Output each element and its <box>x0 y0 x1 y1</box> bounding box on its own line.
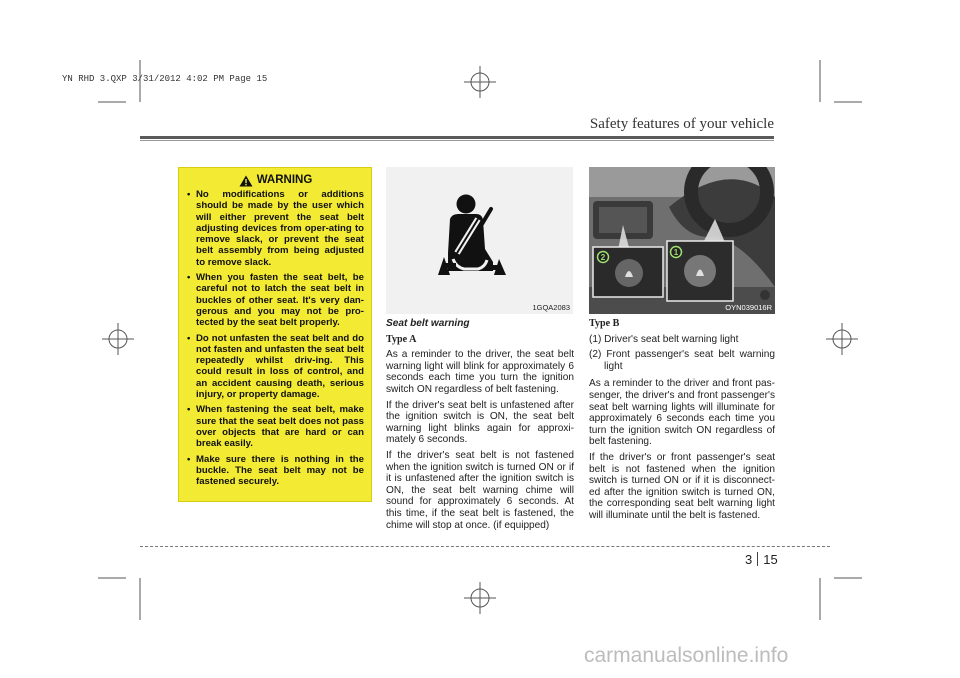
warning-triangle-icon <box>239 175 253 187</box>
header-rule <box>140 136 774 139</box>
paragraph: If the driver's seat belt is not fastened when the ignition switch is turned ON or if it is unfastened after the ignition switch is ON, the seat belt warning chime will sound for approximately 6 seconds. At this time, if the seat belt is fastened, the chime will stop at once. (if equipped) <box>386 449 574 531</box>
list-item: (1) Driver's seat belt warning light <box>589 333 739 345</box>
callout-marker-1: 1 <box>673 248 679 258</box>
seat-belt-warning-section <box>386 318 574 535</box>
paragraph: If the driver's or front passenger's seat belt is not fastened when the ignition switch is turned ON or if it is disconnect-ed after the ignition switch is turned ON, the corresponding seat belt warning light will illuminate until the belt is fastened. <box>589 451 775 521</box>
warning-title: WARNING <box>256 174 313 187</box>
seat-belt-warning-icon <box>386 167 573 314</box>
paragraph: If the driver's seat belt is unfastened after the ignition switch is ON, the seat belt warning light blinks again for approxi-mately 6 seconds. <box>386 399 574 446</box>
warning-item: • Make sure there is nothing in the buckle. The seat belt may not be fastened securely. <box>187 454 364 488</box>
callout-marker-2: 2 <box>600 253 606 263</box>
warning-heading <box>187 175 364 187</box>
print-slug: YN RHD 3.QXP 3/31/2012 4:02 PM Page 15 <box>62 74 268 84</box>
warning-box <box>178 167 372 502</box>
type-b-section <box>589 318 775 526</box>
figure-caption: OYN039016R <box>725 303 772 312</box>
page-number <box>745 552 778 567</box>
page-number-divider <box>757 552 758 566</box>
warning-item: • When fastening the seat belt, make sure that the seat belt does not pass over objects that are hard or can break easily. <box>187 404 364 449</box>
page-header-title: Safety features of your vehicle <box>589 116 774 132</box>
warning-list <box>187 189 364 487</box>
type-a-label: Type A <box>386 333 417 345</box>
list-item: (2) Front passenger's seat belt warning light <box>589 349 775 372</box>
header-rule-thin <box>140 140 774 141</box>
seat-belt-symbol-figure <box>386 167 573 314</box>
warning-light-callouts <box>589 167 775 314</box>
paragraph: As a reminder to the driver and front pas-senger, the driver's and front passenger's seat belt warning lights will illuminate for approximately 6 seconds each time you turn the ignition switch ON regardless of belt fastening. <box>589 378 775 448</box>
section-heading: Seat belt warning <box>386 318 470 329</box>
watermark: carmanualsonline.info <box>584 644 789 667</box>
warning-item: • Do not unfasten the seat belt and do not fasten and unfasten the seat belt repeatedly whilst driv-ing. This could result in loss of control, and an accident causing death, serious injury, or property damage. <box>187 333 364 401</box>
figure-caption: 1GQA2083 <box>532 303 570 312</box>
dashboard-figure <box>589 167 775 314</box>
warning-item: • When you fasten the seat belt, be careful not to latch the seat belt in buckles of other seat. It's very dan-gerous and you may not be pro-tected by the seat belt properly. <box>187 272 364 328</box>
type-b-label: Type B <box>589 318 620 329</box>
page-number-value: 15 <box>763 552 778 567</box>
paragraph: As a reminder to the driver, the seat belt warning light will blink for approximately 6 seconds each time you turn the ignition switch ON regardless of belt fastening. <box>386 349 574 395</box>
warning-item: • No modifications or additions should be made by the user which will either prevent the seat belt adjusting devices from oper-ating to remove slack, or prevent the seat belt assembly from being adjusted to remove slack. <box>187 189 364 268</box>
chapter-number: 3 <box>745 552 753 567</box>
footer-dashed-rule <box>140 546 830 547</box>
